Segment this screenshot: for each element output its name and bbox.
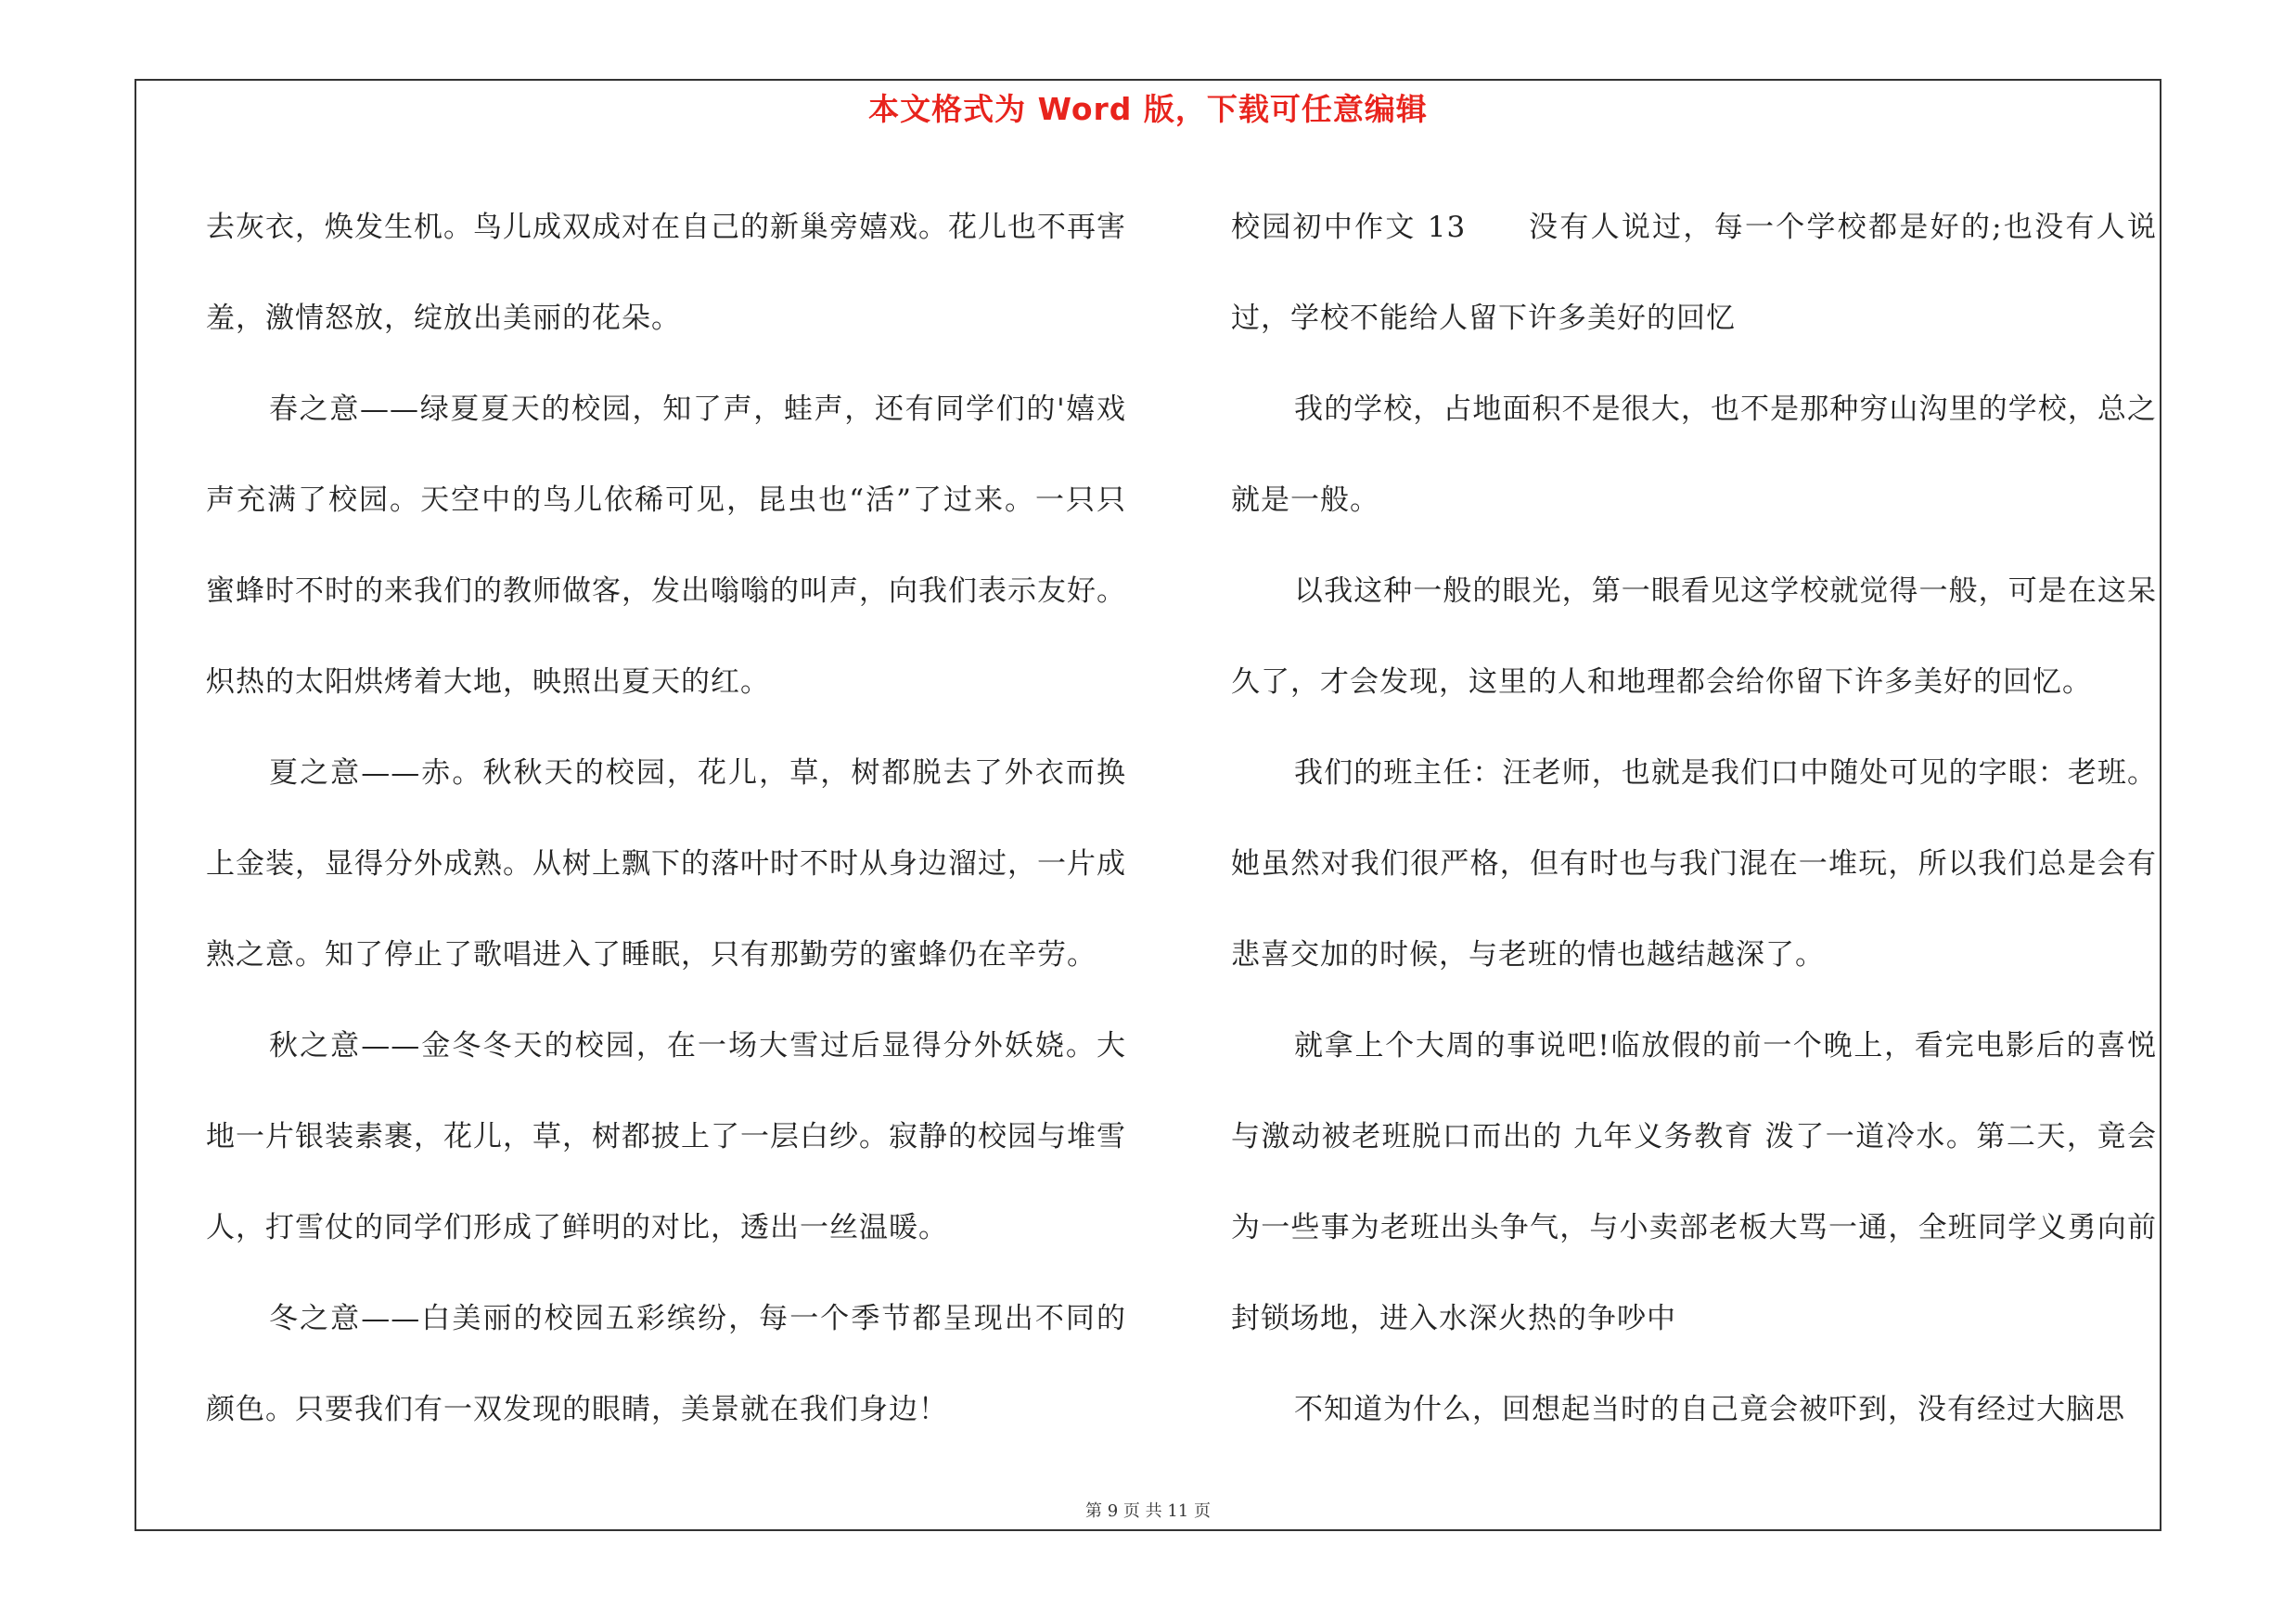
paragraph: 校园初中作文 13 没有人说过，每一个学校都是好的;也没有人说过，学校不能给人留下许多美好的回忆 xyxy=(1231,211,2157,335)
paragraph: 冬之意——白美丽的校园五彩缤纷，每一个季节都呈现出不同的颜色。只要我们有一双发现的眼睛，美景就在我们身边！ xyxy=(206,1302,1126,1426)
page-number: 第 9 页 共 11 页 xyxy=(1085,1501,1211,1521)
paragraph: 不知道为什么，回想起当时的自己竟会被吓到，没有经过大脑思 xyxy=(1294,1393,2125,1426)
paragraph: 去灰衣，焕发生机。鸟儿成双成对在自己的新巢旁嬉戏。花儿也不再害羞，激情怒放，绽放出美丽的花朵。 xyxy=(206,211,1126,335)
paragraph: 夏之意——赤。秋秋天的校园，花儿，草，树都脱去了外衣而换上金装，显得分外成熟。从树上飘下的落叶时不时从身边溜过，一片成熟之意。知了停止了歌唱进入了睡眠，只有那勤劳的蜜蜂仍在辛劳。 xyxy=(206,756,1126,972)
paragraph: 我的学校，占地面积不是很大，也不是那种穷山沟里的学校，总之就是一般。 xyxy=(1231,393,2157,517)
paragraph: 秋之意——金冬冬天的校园，在一场大雪过后显得分外妖娆。大地一片银装素裹，花儿，草，树都披上了一层白纱。寂静的校园与堆雪人，打雪仗的同学们形成了鲜明的对比，透出一丝温暖。 xyxy=(206,1029,1126,1244)
right-column xyxy=(1231,182,2157,1455)
paragraph: 春之意——绿夏夏天的校园，知了声，蛙声，还有同学们的'嬉戏声充满了校园。天空中的鸟儿依稀可见，昆虫也“活”了过来。一只只蜜蜂时不时的来我们的教师做客，发出嗡嗡的叫声，向我们表示友好。炽热的太阳烘烤着大地，映照出夏天的红。 xyxy=(206,393,1126,699)
word-format-banner: 本文格式为 Word 版，下载可任意编辑 xyxy=(868,91,1428,127)
paragraph: 就拿上个大周的事说吧!临放假的前一个晚上，看完电影后的喜悦与激动被老班脱口而出的 九年义务教育 泼了一道冷水。第二天，竟会为一些事为老班出头争气，与小卖部老板大骂一通，全班同学义勇向前封锁场地，进入水深火热的争吵中 xyxy=(1231,1029,2157,1335)
left-column xyxy=(206,182,1126,1455)
paragraph: 我们的班主任：汪老师，也就是我们口中随处可见的字眼：老班。她虽然对我们很严格，但有时也与我门混在一堆玩，所以我们总是会有悲喜交加的时候，与老班的情也越结越深了。 xyxy=(1231,756,2157,972)
paragraph: 以我这种一般的眼光，第一眼看见这学校就觉得一般，可是在这呆久了，才会发现，这里的人和地理都会给你留下许多美好的回忆。 xyxy=(1231,574,2157,699)
